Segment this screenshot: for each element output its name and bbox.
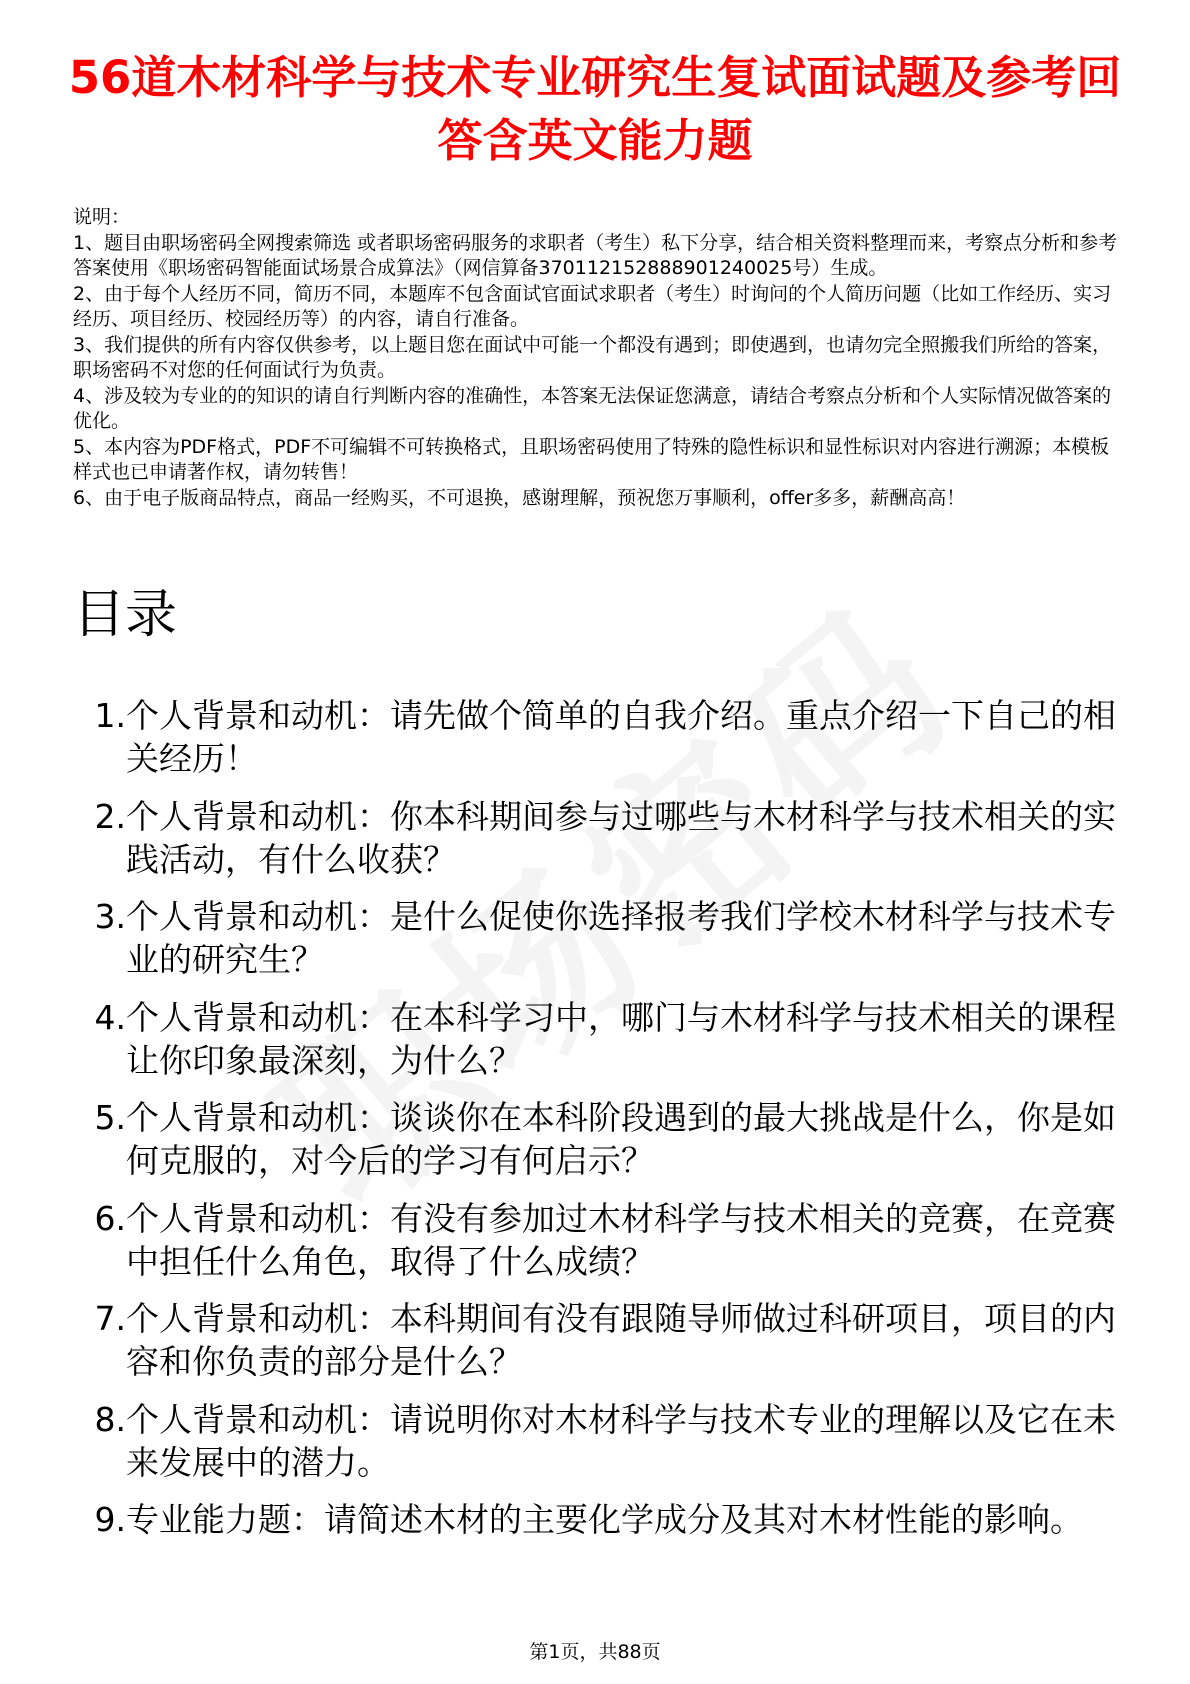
toc-item-number: 9.	[94, 1500, 126, 1539]
toc-item[interactable]	[73, 795, 1133, 881]
toc-item-text: 个人背景和动机：你本科期间参与过哪些与木材科学与技术相关的实践活动，有什么收获？	[126, 796, 1116, 879]
toc-item-text: 个人背景和动机：在本科学习中，哪门与木材科学与技术相关的课程让你印象最深刻，为什么？	[126, 997, 1116, 1080]
toc-item[interactable]	[73, 1398, 1133, 1484]
toc-item-number: 1.	[94, 696, 126, 735]
toc-item[interactable]	[73, 1498, 1133, 1541]
toc-item-number: 4.	[94, 997, 126, 1037]
toc-item-text: 个人背景和动机：请说明你对木材科学与技术专业的理解以及它在未来发展中的潜力。	[126, 1399, 1116, 1482]
notes-heading: 说明：	[73, 206, 131, 228]
document-title: 56道木材科学与技术专业研究生复试面试题及参考回答含英文能力题	[68, 51, 1122, 167]
toc-item-text: 个人背景和动机：是什么促使你选择报考我们学校木材科学与技术专业的研究生？	[126, 897, 1116, 979]
toc-item[interactable]	[73, 895, 1133, 981]
toc-item[interactable]	[73, 996, 1133, 1082]
table-of-contents	[73, 694, 1133, 1556]
toc-item-text: 个人背景和动机：本科期间有没有跟随导师做过科研项目，项目的内容和你负责的部分是什么？	[126, 1299, 1116, 1381]
toc-item[interactable]	[73, 1096, 1133, 1182]
note-item: 5、本内容为PDF格式，PDF不可编辑不可转换格式，且职场密码使用了特殊的隐性标识和显性标识对内容进行溯源；本模板样式也已申请著作权，请勿转售！	[73, 435, 1110, 483]
note-item: 4、涉及较为专业的的知识的请自行判断内容的准确性，本答案无法保证您满意，请结合考察点分析和个人实际情况做答案的优化。	[73, 384, 1112, 432]
toc-item-number: 8.	[94, 1399, 126, 1439]
toc-item-number: 5.	[94, 1098, 126, 1137]
toc-item[interactable]	[73, 694, 1133, 780]
toc-item-number: 7.	[94, 1299, 126, 1338]
note-item: 6、由于电子版商品特点，商品一经购买，不可退换，感谢理解，预祝您万事顺利，offer多多，薪酬高高！	[73, 486, 966, 509]
toc-heading: 目录	[73, 585, 178, 645]
toc-item[interactable]	[73, 1197, 1133, 1283]
toc-item-text: 个人背景和动机：有没有参加过木材科学与技术相关的竞赛，在竞赛中担任什么角色，取得了什么成绩？	[126, 1198, 1116, 1281]
note-item: 1、题目由职场密码全网搜索筛选 或者职场密码服务的求职者（考生）私下分享，结合相关资料整理而来，考察点分析和参考答案使用《职场密码智能面试场景合成算法》（网信算备370112152888901240025号）生成。	[73, 231, 1118, 279]
page-footer: 第1页，共88页	[529, 1641, 661, 1663]
note-item: 3、我们提供的所有内容仅供参考，以上题目您在面试中可能一个都没有遇到；即使遇到，也请勿完全照搬我们所给的答案，职场密码不对您的任何面试行为负责。	[73, 333, 1112, 381]
note-item: 2、由于每个人经历不同，简历不同，本题库不包含面试官面试求职者（考生）时询问的个人简历问题（比如工作经历、实习经历、项目经历、校园经历等）的内容，请自行准备。	[73, 282, 1112, 330]
toc-item-text: 专业能力题：请简述木材的主要化学成分及其对木材性能的影响。	[126, 1500, 1083, 1539]
toc-item-text: 个人背景和动机：谈谈你在本科阶段遇到的最大挑战是什么，你是如何克服的，对今后的学习有何启示？	[126, 1098, 1116, 1180]
toc-item-number: 2.	[94, 796, 126, 836]
toc-item-number: 6.	[94, 1198, 126, 1238]
toc-item[interactable]	[73, 1297, 1133, 1383]
toc-item-text: 个人背景和动机：请先做个简单的自我介绍。重点介绍一下自己的相关经历！	[126, 696, 1116, 778]
toc-item-number: 3.	[94, 897, 126, 936]
notes-section	[73, 205, 1123, 511]
